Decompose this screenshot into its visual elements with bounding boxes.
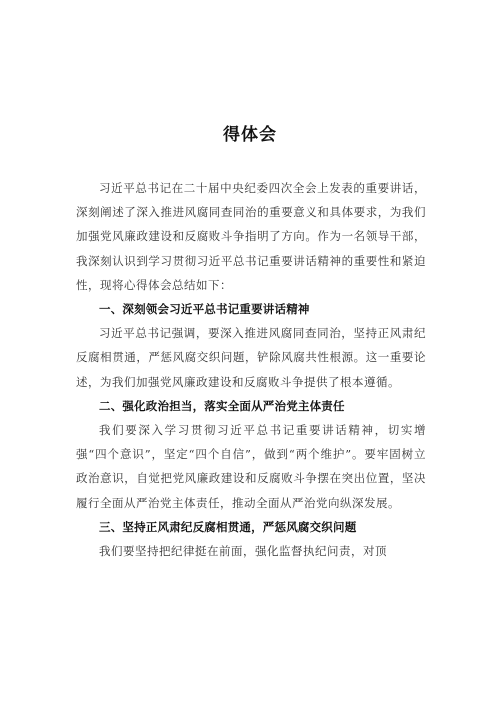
- document-title: 得体会: [223, 125, 277, 145]
- section-2-paragraph: 我们要深入学习贯彻习近平总书记重要讲话精神，切实增强“四个意识”，坚定“四个自信”，做到“两个维护”。要牢固树立政治意识，自觉把党风廉政建设和反腐败斗争摆在突出位置，坚决履行全面从严治党主体责任，推动全面从严治党向纵深发展。: [76, 423, 426, 510]
- section-1-heading: 一、深刻领会习近平总书记重要讲话精神: [99, 302, 310, 317]
- document-body: [76, 176, 426, 563]
- section-3-paragraph: 我们要坚持把纪律挺在前面，强化监督执纪问责，对顶: [99, 544, 387, 559]
- intro-paragraph: 习近平总书记在二十届中央纪委四次全会上发表的重要讲话，深刻阐述了深入推进风腐同查同治的重要意义和具体要求，为我们加强党风廉政建设和反腐败斗争指明了方向。作为一名领导干部，我深刻认识到学习贯彻习近平总书记重要讲话精神的重要性和紧迫性，现将心得体会总结如下：: [76, 181, 426, 292]
- section-3-heading: 三、坚持正风肃纪反腐相贯通，严惩风腐交织问题: [99, 519, 357, 534]
- section-1-paragraph: 习近平总书记强调，要深入推进风腐同查同治，坚持正风肃纪反腐相贯通，严惩风腐交织问题，铲除风腐共性根源。这一重要论述，为我们加强党风廉政建设和反腐败斗争提供了根本遵循。: [76, 326, 426, 389]
- section-2-heading: 二、强化政治担当，落实全面从严治党主体责任: [99, 398, 345, 413]
